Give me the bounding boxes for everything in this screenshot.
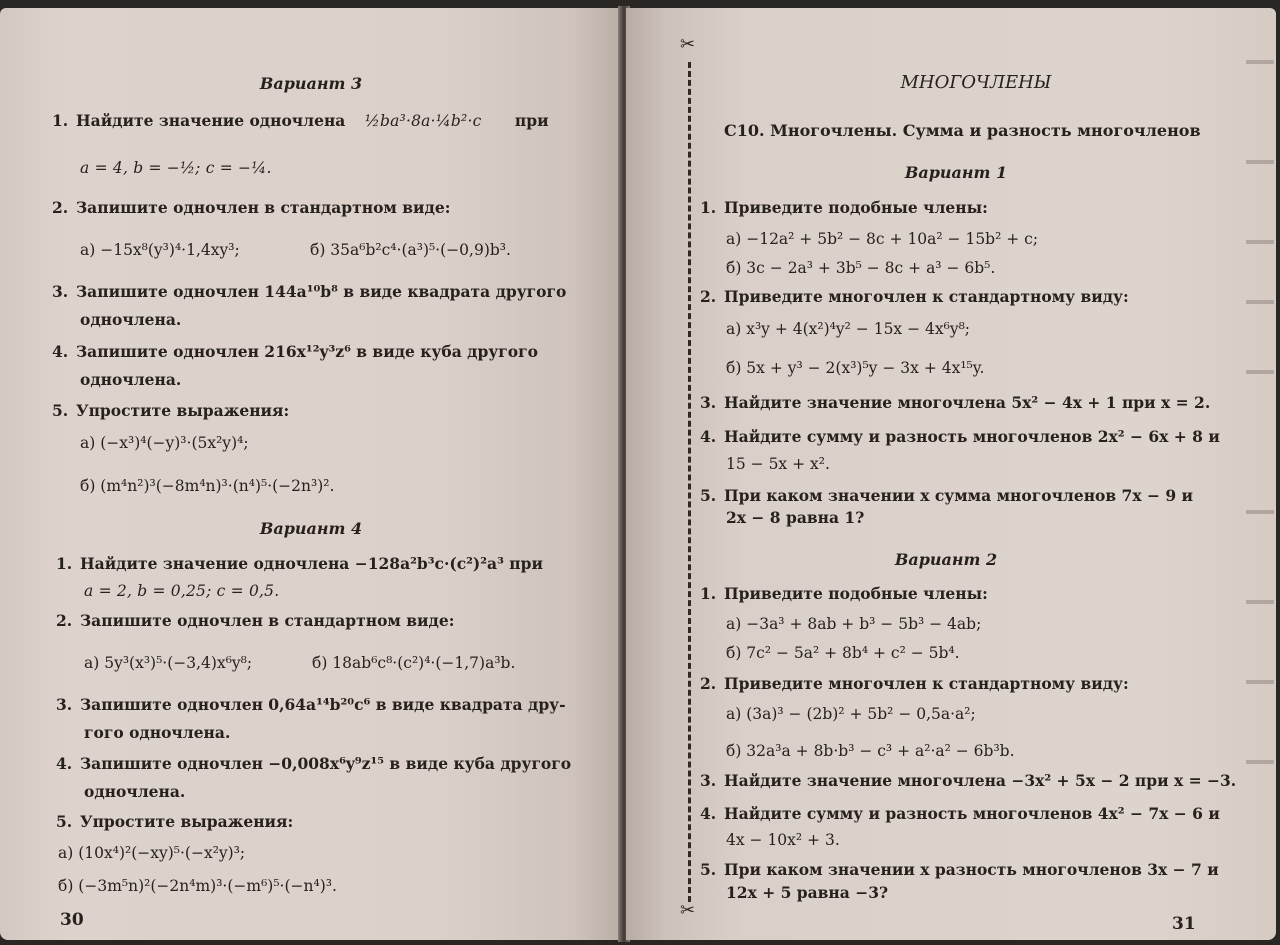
v2-task5: 5. При каком значении x разность многочленов 3x − 7 и (700, 860, 1219, 879)
v2-task5-cont: 12x + 5 равна −3? (726, 883, 889, 902)
page-edge-shadow (1240, 40, 1280, 900)
v4-task1: 1. Найдите значение одночлена −128a²b³c·(c²)²a³ при (56, 554, 543, 573)
v3-task5: 5. Упростите выражения: (52, 401, 290, 420)
variant3-heading: Вариант 3 (259, 74, 363, 93)
scissors-icon-top: ✂ (680, 34, 696, 55)
v4-task5b: б) (−3m⁵n)²(−2n⁴m)³·(−m⁶)⁵·(−n⁴)³. (58, 877, 337, 895)
section-title: МНОГОЧЛЕНЫ (900, 72, 1052, 93)
v1-task4: 4. Найдите сумму и разность многочленов 2x² − 6x + 8 и (700, 427, 1220, 446)
v2-task4: 4. Найдите сумму и разность многочленов 4x² − 7x − 6 и (700, 804, 1220, 823)
v2-task4-cont: 4x − 10x² + 3. (726, 831, 840, 849)
v4-task5a: а) (10x⁴)²(−xy)⁵·(−x²y)³; (58, 844, 246, 862)
v3-task2b: б) 35a⁶b²c⁴·(a³)⁵·(−0,9)b³. (310, 241, 511, 259)
v4-task2a: а) 5y³(x³)⁵·(−3,4)x⁶y⁸; (84, 654, 253, 672)
v2-task1a: а) −3a³ + 8ab + b³ − 5b³ − 4ab; (726, 615, 982, 633)
v3-task2: 2. Запишите одночлен в стандартном виде: (52, 198, 451, 217)
v3-task3: 3. Запишите одночлен 144a¹⁰b⁸ в виде квадрата другого (52, 282, 567, 301)
v4-task1-values: a = 2, b = 0,25; c = 0,5. (84, 582, 280, 600)
v3-task4: 4. Запишите одночлен 216x¹²y³z⁶ в виде куба другого (52, 342, 538, 361)
variant1-heading: Вариант 1 (904, 163, 1008, 182)
v3-task5b: б) (m⁴n²)³(−8m⁴n)³·(n⁴)⁵·(−2n³)². (80, 477, 335, 495)
v1-task1: 1. Приведите подобные члены: (700, 198, 988, 217)
v1-task5-cont: 2x − 8 равна 1? (726, 508, 865, 527)
v2-task1: 1. Приведите подобные члены: (700, 584, 988, 603)
v4-task3-cont: гого одночлена. (84, 723, 231, 742)
v3-task2a: а) −15x⁸(y³)⁴·1,4xy³; (80, 241, 240, 259)
v4-task3: 3. Запишите одночлен 0,64a¹⁴b²⁰c⁶ в виде квадрата дру- (56, 695, 566, 714)
v1-task2a: а) x³y + 4(x²)⁴y² − 15x − 4x⁶y⁸; (726, 320, 971, 338)
v4-task4-cont: одночлена. (84, 782, 186, 801)
subsection-title: С10. Многочлены. Сумма и разность многочленов (724, 121, 1201, 140)
v4-task2: 2. Запишите одночлен в стандартном виде: (56, 611, 455, 630)
v4-task4: 4. Запишите одночлен −0,008x⁶y⁹z¹⁵ в виде куба другого (56, 754, 572, 773)
v1-task3: 3. Найдите значение многочлена 5x² − 4x + 1 при x = 2. (700, 393, 1211, 412)
v2-task3: 3. Найдите значение многочлена −3x² + 5x − 2 при x = −3. (700, 771, 1237, 790)
v1-task2: 2. Приведите многочлен к стандартному виду: (700, 287, 1129, 306)
v2-task2b: б) 32a³a + 8b·b³ − c³ + a²·a² − 6b³b. (726, 742, 1015, 760)
variant2-heading: Вариант 2 (894, 550, 998, 569)
page-number-left: 30 (60, 910, 84, 930)
left-page (0, 8, 622, 940)
cut-line (688, 62, 691, 902)
v2-task2: 2. Приведите многочлен к стандартному виду: (700, 674, 1129, 693)
page-number-right: 31 (1172, 914, 1196, 934)
v4-task2b: б) 18ab⁶c⁸·(c²)⁴·(−1,7)a³b. (312, 654, 516, 672)
v1-task1b: б) 3c − 2a³ + 3b⁵ − 8c + a³ − 6b⁵. (726, 259, 996, 277)
v3-task5a: а) (−x³)⁴(−y)³·(5x²y)⁴; (80, 434, 249, 452)
v3-task1-values: a = 4, b = −½; c = −¼. (80, 159, 272, 177)
v2-task1b: б) 7c² − 5a² + 8b⁴ + c² − 5b⁴. (726, 644, 960, 662)
v3-task4-cont: одночлена. (80, 370, 182, 389)
v4-task5: 5. Упростите выражения: (56, 812, 294, 831)
v1-task4-cont: 15 − 5x + x². (726, 455, 830, 473)
v1-task1a: а) −12a² + 5b² − 8c + 10a² − 15b² + c; (726, 230, 1039, 248)
v2-task2a: а) (3a)³ − (2b)² + 5b² − 0,5a·a²; (726, 705, 976, 723)
v1-task2b: б) 5x + y³ − 2(x³)⁵y − 3x + 4x¹⁵y. (726, 359, 985, 377)
variant4-heading: Вариант 4 (259, 519, 363, 538)
v3-task3-cont: одночлена. (80, 310, 182, 329)
right-page (626, 8, 1276, 940)
v1-task5: 5. При каком значении x сумма многочленов 7x − 9 и (700, 486, 1194, 505)
v3-task1: 1. Найдите значение одночлена ½ba³·8a·¼b²·c при (52, 111, 549, 130)
scissors-icon-bottom: ✂ (680, 900, 696, 921)
